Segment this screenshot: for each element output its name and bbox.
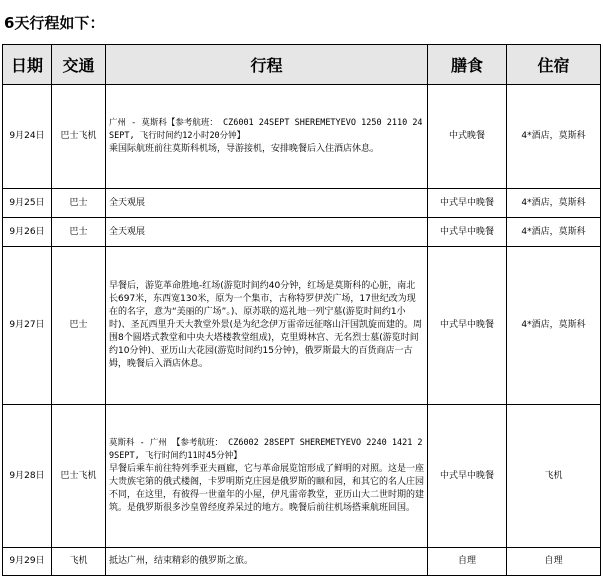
row-hotel: 4*酒店，莫斯科 — [507, 247, 601, 405]
table-row — [3, 247, 601, 405]
table-row — [3, 548, 601, 576]
table-row — [3, 218, 601, 247]
row-hotel: 飞机 — [507, 405, 601, 548]
table-row — [3, 85, 601, 189]
itinerary-text: 乘国际航班前往莫斯科机场，导游接机，安排晚餐后入住酒店休息。 — [109, 144, 380, 154]
row-hotel: 自理 — [507, 548, 601, 576]
row-meals: 中式早中晚餐 — [428, 247, 507, 405]
row-date: 9月27日 — [3, 247, 52, 405]
flight-info: 莫斯科 - 广州 【参考航班： CZ6002 28SEPT SHEREMETYEVO 2240 1421 29SEPT, 飞行时间约11时45分钟】 — [109, 438, 423, 461]
row-date: 9月25日 — [3, 189, 52, 218]
row-hotel: 4*酒店，莫斯科 — [507, 218, 601, 247]
row-meals: 自理 — [428, 548, 507, 576]
header-transport: 交通 — [52, 45, 106, 85]
row-itinerary — [106, 218, 428, 247]
page-title: 6天行程如下： — [4, 14, 105, 32]
row-transport: 飞机 — [52, 548, 106, 576]
row-date: 9月26日 — [3, 218, 52, 247]
row-transport: 巴士 — [52, 218, 106, 247]
row-meals: 中式早中晚餐 — [428, 218, 507, 247]
row-transport: 巴士飞机 — [52, 85, 106, 189]
itinerary-text: 全天观展 — [109, 226, 146, 237]
flight-info: 广州 - 莫斯科【参考航班： CZ6001 24SEPT SHEREMETYEVO 1250 2110 24SEPT, 飞行时间约12小时20分钟】 — [109, 118, 423, 141]
row-hotel: 4*酒店，莫斯科 — [507, 85, 601, 189]
header-meals: 膳食 — [428, 45, 507, 85]
row-transport: 巴士 — [52, 189, 106, 218]
header-itinerary: 行程 — [106, 45, 428, 85]
row-meals: 中式早中晚餐 — [428, 189, 507, 218]
row-date: 9月29日 — [3, 548, 52, 576]
table-row — [3, 189, 601, 218]
row-itinerary — [106, 405, 428, 548]
row-date: 9月24日 — [3, 85, 52, 189]
row-hotel: 4*酒店，莫斯科 — [507, 189, 601, 218]
row-date: 9月28日 — [3, 405, 52, 548]
row-meals: 中式早中晚餐 — [428, 405, 507, 548]
itinerary-text: 抵达广州，结束精彩的俄罗斯之旅。 — [109, 556, 254, 566]
row-itinerary — [106, 85, 428, 189]
header-hotel: 住宿 — [507, 45, 601, 85]
row-transport: 巴士飞机 — [52, 405, 106, 548]
itinerary-table — [2, 44, 601, 576]
itinerary-text: 早餐后，游览革命胜地-红场(游览时间约40分钟，红场是莫斯科的心脏，南北长697米，东西宽130米，原为一个集市，古称特罗伊茨广场，17世纪改为现在的名字，意为“美丽的广场”。)、原苏联的巡礼地一列宁墓(游览时间约1小时)、圣瓦西里升天大教堂外景(是为纪念伊万雷帝远征喀山汗国凯旋而建的。周围8个圆塔式教堂和中央大塔楼教堂组成)，克里姆林宫、无名烈士墓(游览时间约10分钟)、亚历山大花园(游览时间约15分钟)，俄罗斯最大的百货商店一古姆，晚餐后入酒店休息。 — [109, 281, 423, 369]
row-itinerary — [106, 548, 428, 576]
row-transport: 巴士 — [52, 247, 106, 405]
header-date: 日期 — [3, 45, 52, 85]
row-meals: 中式晚餐 — [428, 85, 507, 189]
itinerary-text: 早餐后乘车前往特列季亚夫画廊，它与革命展览馆形成了鲜明的对照。这是一座大贵族宅第的俄式楼阁，卡罗明斯克庄园是俄罗斯的颐和园，和其它的名人庄园不同，在这里，有彼得一世童年的小屋，伊凡雷帝教堂，亚历山大二世时期的建筑。是俄罗斯很多沙皇曾经度养呆过的地方。晚餐后前往机场搭乘航班回国。 — [109, 464, 425, 513]
row-itinerary — [106, 247, 428, 405]
itinerary-text: 全天观展 — [109, 197, 146, 208]
row-itinerary — [106, 189, 428, 218]
table-row — [3, 405, 601, 548]
header-row — [3, 45, 601, 85]
